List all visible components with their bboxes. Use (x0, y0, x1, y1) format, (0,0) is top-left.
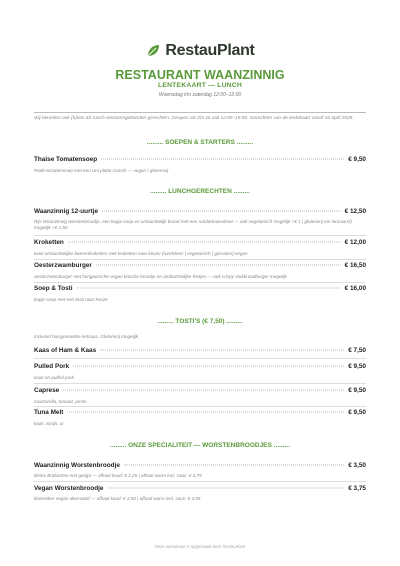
item-separator (34, 282, 366, 283)
menu-item-pulled-pork (34, 363, 366, 370)
item-price: € 3,50 (348, 462, 366, 469)
dot-leader (67, 412, 344, 413)
menu-item-kroketten (34, 239, 366, 246)
item-name: Waanzinnig Worstenbroodje (34, 462, 120, 469)
dot-leader (68, 242, 341, 243)
item-price: € 12,50 (344, 208, 366, 215)
menu-subtitle: LENTEKAART — LUNCH (157, 82, 243, 89)
menu-item-oesterzwam (34, 262, 366, 269)
item-name: Oesterzwamburger (34, 262, 92, 269)
item-description: kleine Brabantse met gerijpt — afhaal koud: € 2,25 | afhaal warm incl. saus: € 3,75 (34, 473, 202, 478)
menu-item-thaise (34, 156, 366, 163)
brand-name: RestauPlant (165, 42, 255, 59)
item-price: € 3,75 (348, 485, 366, 492)
item-separator (34, 259, 366, 260)
item-price: € 9,50 (348, 409, 366, 416)
divider (34, 112, 366, 113)
dot-leader (63, 390, 344, 391)
item-price: € 12,00 (344, 239, 366, 246)
item-price: € 9,50 (348, 387, 366, 394)
item-price: € 7,50 (348, 347, 366, 354)
brand-logo (0, 42, 400, 60)
menu-item-caprese (34, 387, 366, 394)
dot-leader (124, 465, 344, 466)
footer-credit: Deze menukaart is opgemaakt door RestauPlant (154, 544, 246, 549)
section-heading-specialiteit: ......... ONZE SPECIALITEIT — WORSTENBROODJES ......... (110, 442, 290, 449)
section-heading-tostis: ......... TOSTI'S (€ 7,50) ......... (157, 318, 243, 325)
item-name: Tuna Melt (34, 409, 64, 416)
tosti-note: Inclusief huisgemaakte ketsaus. Glutenvrij mogelijk. (34, 334, 140, 339)
item-name: Kroketten (34, 239, 64, 246)
section-heading-lunch: ......... LUNCHGERECHTEN ......... (150, 188, 250, 195)
section-heading-soepen: ......... SOEPEN & STARTERS ......... (146, 139, 254, 146)
item-name: Kaas of Ham & Kaas (34, 347, 97, 354)
item-separator (34, 383, 366, 384)
restaurant-title: RESTAURANT WAANZINNIG (115, 68, 285, 82)
dot-leader (102, 211, 341, 212)
dot-leader (107, 488, 344, 489)
menu-item-vegan-worstenbroodje (34, 485, 366, 492)
intro-text: Wij bereiden ook (b)iets als lunch seizoensgebonden gerechten. Geopen als t/m za vail 12:00–15:00. Gerechten van de lentekaart vanaf 16 april 2025. (34, 116, 354, 121)
item-description: kopje soep met een tosti naar keuze (34, 297, 108, 302)
dot-leader (101, 159, 344, 160)
item-name: Pulled Pork (34, 363, 70, 370)
item-description: Rode tomatensoep met een Uni platte crunch — vegan / glutenvrij (34, 168, 169, 173)
item-name: Vegan Worstenbroodje (34, 485, 104, 492)
menu-item-worstenbroodje (34, 462, 366, 469)
item-name: Caprese (34, 387, 60, 394)
item-separator (34, 235, 366, 236)
leaf-icon (145, 43, 161, 59)
dot-leader (100, 350, 344, 351)
item-separator (34, 406, 366, 407)
menu-item-soep-tosti (34, 285, 366, 292)
item-description: kaas, tonijn, ui (34, 421, 64, 426)
item-description: Rijs Waanzinnig worstenbroodje, een kopje soep en ambachtelijk brood met een runderkaaselmet — ook vegetarisch mogelijk +€ 1 | glutenvrij om lancaarsf) mogelijk +€ 1,50 (34, 219, 352, 230)
item-separator (34, 358, 366, 359)
item-description: twee ambachtelijke boerenkroketten met kroketten naar keuze (rundvlees | vegetarisch | garnalen) vegan (34, 251, 248, 256)
item-name: Waanzinnig 12-uurtje (34, 208, 99, 215)
menu-item-waanzinnig (34, 208, 366, 215)
item-description: klassieker vegan alternatief — afhaal koud: € 2,50 | afhaal warm incl. saus: € 3,95 (34, 496, 201, 501)
item-price: € 9,50 (348, 363, 366, 370)
dot-leader (73, 366, 344, 367)
item-price: € 16,00 (344, 285, 366, 292)
item-description: kaas en pulled pork (34, 375, 74, 380)
menu-item-tuna-melt (34, 409, 366, 416)
item-description: mozzarella, tomaat, pesto (34, 399, 87, 404)
opening-hours: Woensdag t/m zaterdag 12:00–12:00 (158, 92, 242, 98)
item-separator (34, 481, 366, 482)
item-price: € 16,50 (344, 262, 366, 269)
item-name: Thaise Tomatensoep (34, 156, 98, 163)
dot-leader (77, 288, 341, 289)
dot-leader (96, 265, 341, 266)
item-name: Soep & Tosti (34, 285, 73, 292)
item-price: € 9,50 (348, 156, 366, 163)
menu-item-kaas (34, 347, 366, 354)
item-description: oesterzwamburger met hongaarsche vegan brioche broodje en ambachtelijke frietjes — ook crispy stokbroodburger mogelijk (34, 274, 287, 279)
